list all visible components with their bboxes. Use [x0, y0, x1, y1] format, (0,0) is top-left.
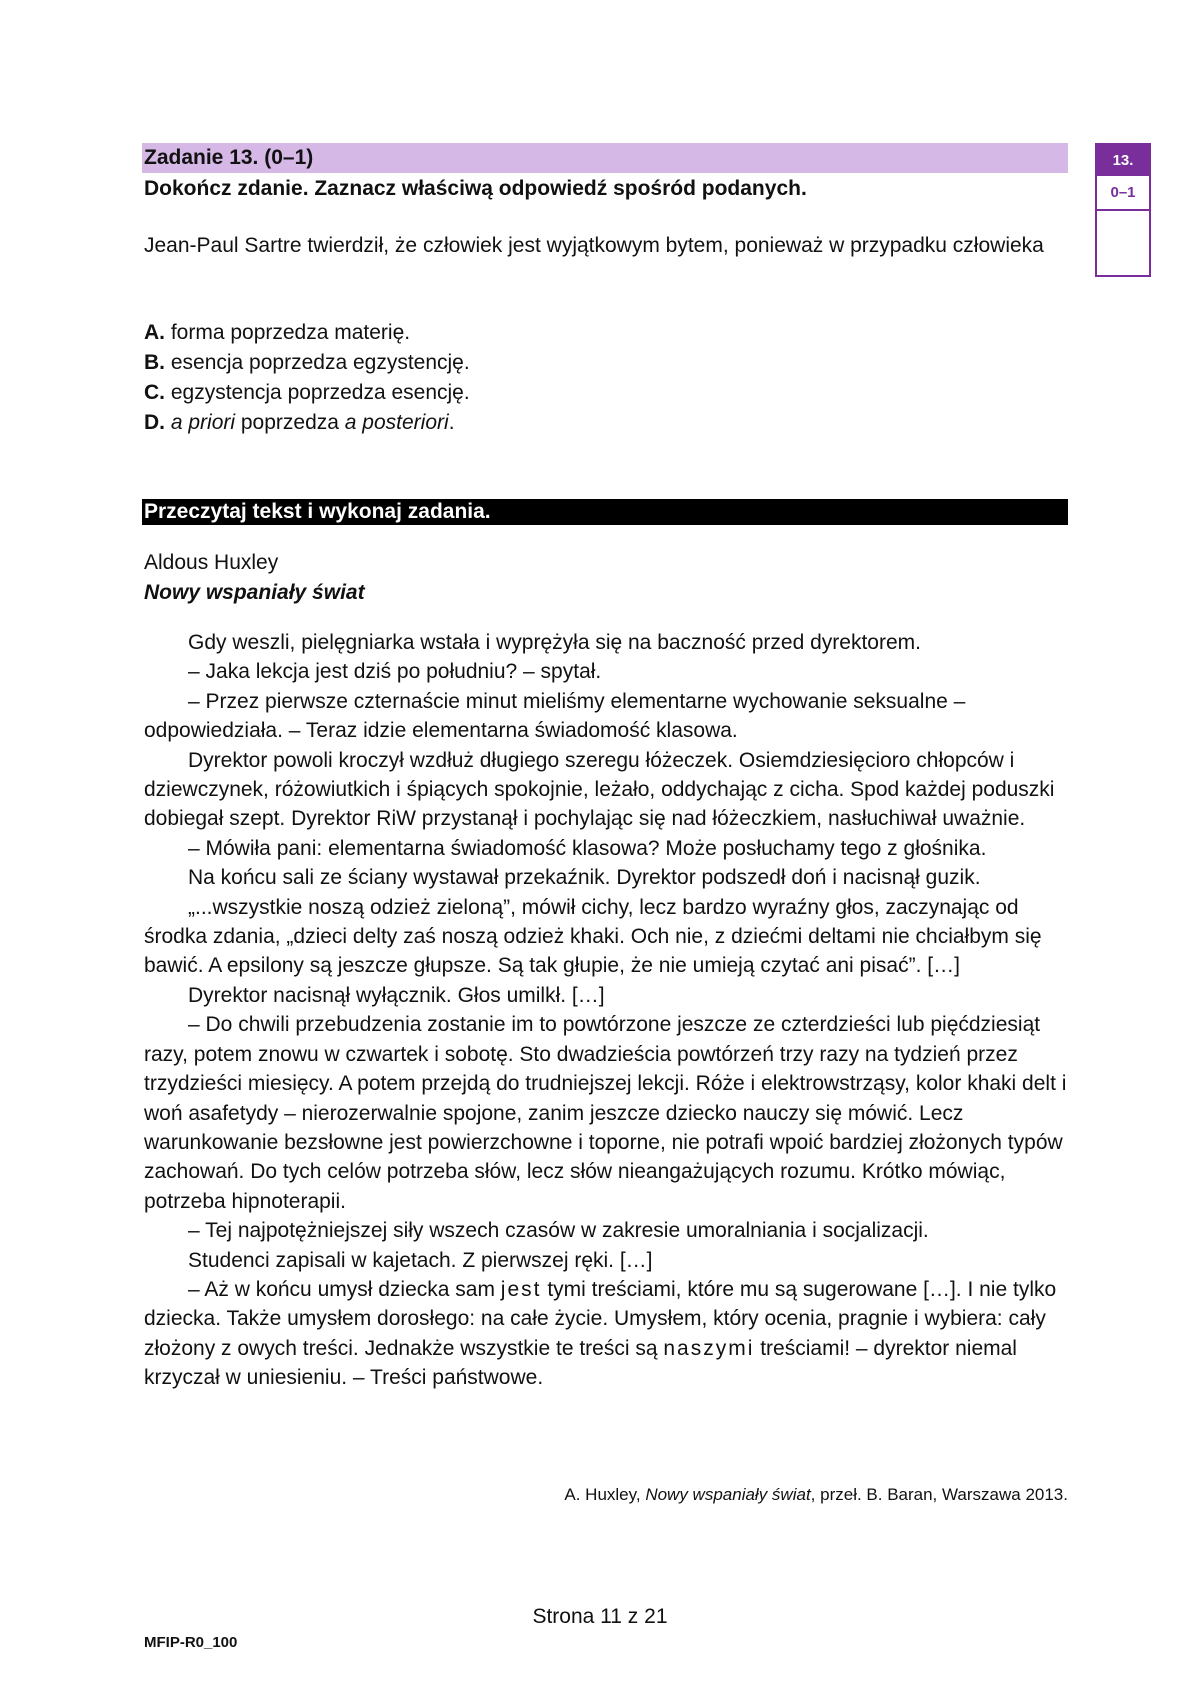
citation-title: Nowy wspaniały świat [645, 1485, 811, 1504]
task-instruction: Dokończ zdanie. Zaznacz właściwą odpowiedź spośród podanych. [144, 177, 807, 200]
reading-banner: Przeczytaj tekst i wykonaj zadania. [142, 499, 1068, 525]
score-input-cell[interactable] [1097, 211, 1149, 277]
text-author: Aldous Huxley [144, 551, 279, 574]
option-text: egzystencja poprzedza esencję. [165, 381, 470, 404]
option-letter: C. [144, 381, 165, 404]
passage-emphasis: jest [500, 1277, 542, 1301]
option-d[interactable] [144, 408, 470, 438]
passage-paragraph-last [144, 1275, 1074, 1393]
option-italic: a posteriori [344, 411, 449, 434]
option-c[interactable] [144, 378, 470, 408]
passage-paragraph: Na końcu sali ze ściany wystawał przekaźnik. Dyrektor podszedł doń i nacisnął guzik. [188, 866, 981, 890]
citation-text: A. Huxley, [564, 1485, 646, 1504]
citation-text: , przeł. B. Baran, Warszawa 2013. [810, 1485, 1068, 1504]
passage-text: tymi treściami, które mu są sugerowane […]. I nie tylko dziecka. Także umysłem dorosłego: na całe życie. Umysłem, który ocenia, pragnie i wybiera: cały złożony z owych treści. Jednakże wszystkie te treści są [144, 1277, 1057, 1360]
exam-code: MFIP-R0_100 [144, 1634, 238, 1651]
reading-passage [144, 628, 1074, 1393]
source-citation [564, 1483, 1068, 1507]
passage-paragraph: – Tej najpotężniejszej siły wszech czasów w zakresie umoralniania i socjalizacji. [188, 1219, 929, 1243]
score-range: 0–1 [1097, 176, 1149, 211]
passage-text: treściami! – dyrektor niemal krzyczał w uniesieniu. – Treści państwowe. [144, 1336, 1017, 1390]
passage-paragraph: Dyrektor nacisnął wyłącznik. Głos umilkł. […] [188, 983, 605, 1007]
page-number: Strona 11 z 21 [532, 1605, 668, 1628]
passage-text: – Aż w końcu umysł dziecka sam [188, 1277, 501, 1301]
option-letter: D. [144, 411, 165, 434]
option-italic: a priori [170, 411, 236, 434]
passage-paragraph: Dyrektor powoli kroczył wzdłuż długiego szeregu łóżeczek. Osiemdziesięcioro chłopców i dziewczynek, różowiutkich i śpiących spokojnie, leżało, oddychając z cicha. Spod każdej poduszki dobiegał szept. Dyrektor RiW przystanął i pochylając się nad łóżeczkiem, nasłuchiwał uważnie. [144, 748, 1055, 831]
passage-paragraph: – Mówiła pani: elementarna świadomość klasowa? Może posłuchamy tego z głośnika. [188, 836, 987, 860]
option-text: . [448, 411, 455, 434]
option-a[interactable] [144, 318, 470, 348]
task-question: Jean-Paul Sartre twierdził, że człowiek jest wyjątkowym bytem, ponieważ w przypadku człowieka [144, 234, 1044, 257]
answer-options [144, 318, 470, 438]
option-b[interactable] [144, 348, 470, 378]
passage-emphasis: naszymi [663, 1336, 755, 1360]
option-letter: A. [144, 321, 165, 344]
option-text: poprzedza [235, 411, 345, 434]
passage-paragraph: – Do chwili przebudzenia zostanie im to powtórzone jeszcze ze czterdzieści lub pięćdziesiąt razy, potem znowu w czwartek i sobotę. Sto dwadzieścia powtórzeń trzy razy na tydzień przez trzydzieści miesięcy. A potem przejdą do trudniejszej lekcji. Róże i elektrowstrząsy, kolor khaki delt i woń asafetydy – nierozerwalnie spojone, zanim jeszcze dziecko nauczy się mówić. Lecz warunkowanie bezsłowne jest powierzchowne i toporne, nie potrafi wpoić bardziej złożonych typów zachowań. Do tych celów potrzeba słów, lecz słów nieangażujących rozumu. Krótko mówiąc, potrzeba hipnoterapii. [144, 1013, 1067, 1213]
option-letter: B. [144, 351, 165, 374]
text-title: Nowy wspaniały świat [144, 581, 365, 604]
task-header: Zadanie 13. (0–1) [142, 143, 1068, 173]
score-task-number: 13. [1097, 145, 1149, 176]
option-text: esencja poprzedza egzystencję. [165, 351, 470, 374]
passage-paragraph: „...wszystkie noszą odzież zieloną”, mówił cichy, lecz bardzo wyraźny głos, zaczynając od środka zdania, „dzieci delty zaś noszą odzież khaki. Och nie, z dziećmi deltami nie chciałbym się bawić. A epsilony są jeszcze głupsze. Są tak głupie, że nie umieją czytać ani pisać”. […] [144, 895, 1042, 978]
score-box [1095, 143, 1151, 277]
passage-paragraph: Studenci zapisali w kajetach. Z pierwszej ręki. […] [188, 1248, 653, 1272]
passage-paragraph: Gdy weszli, pielęgniarka wstała i wyprężyła się na baczność przed dyrektorem. [188, 631, 921, 654]
option-text: forma poprzedza materię. [165, 321, 411, 344]
passage-paragraph: – Przez pierwsze czternaście minut mieliśmy elementarne wychowanie seksualne – odpowiedziała. – Teraz idzie elementarna świadomość klasowa. [144, 689, 966, 743]
passage-paragraph: – Jaka lekcja jest dziś po południu? – spytał. [188, 660, 602, 684]
